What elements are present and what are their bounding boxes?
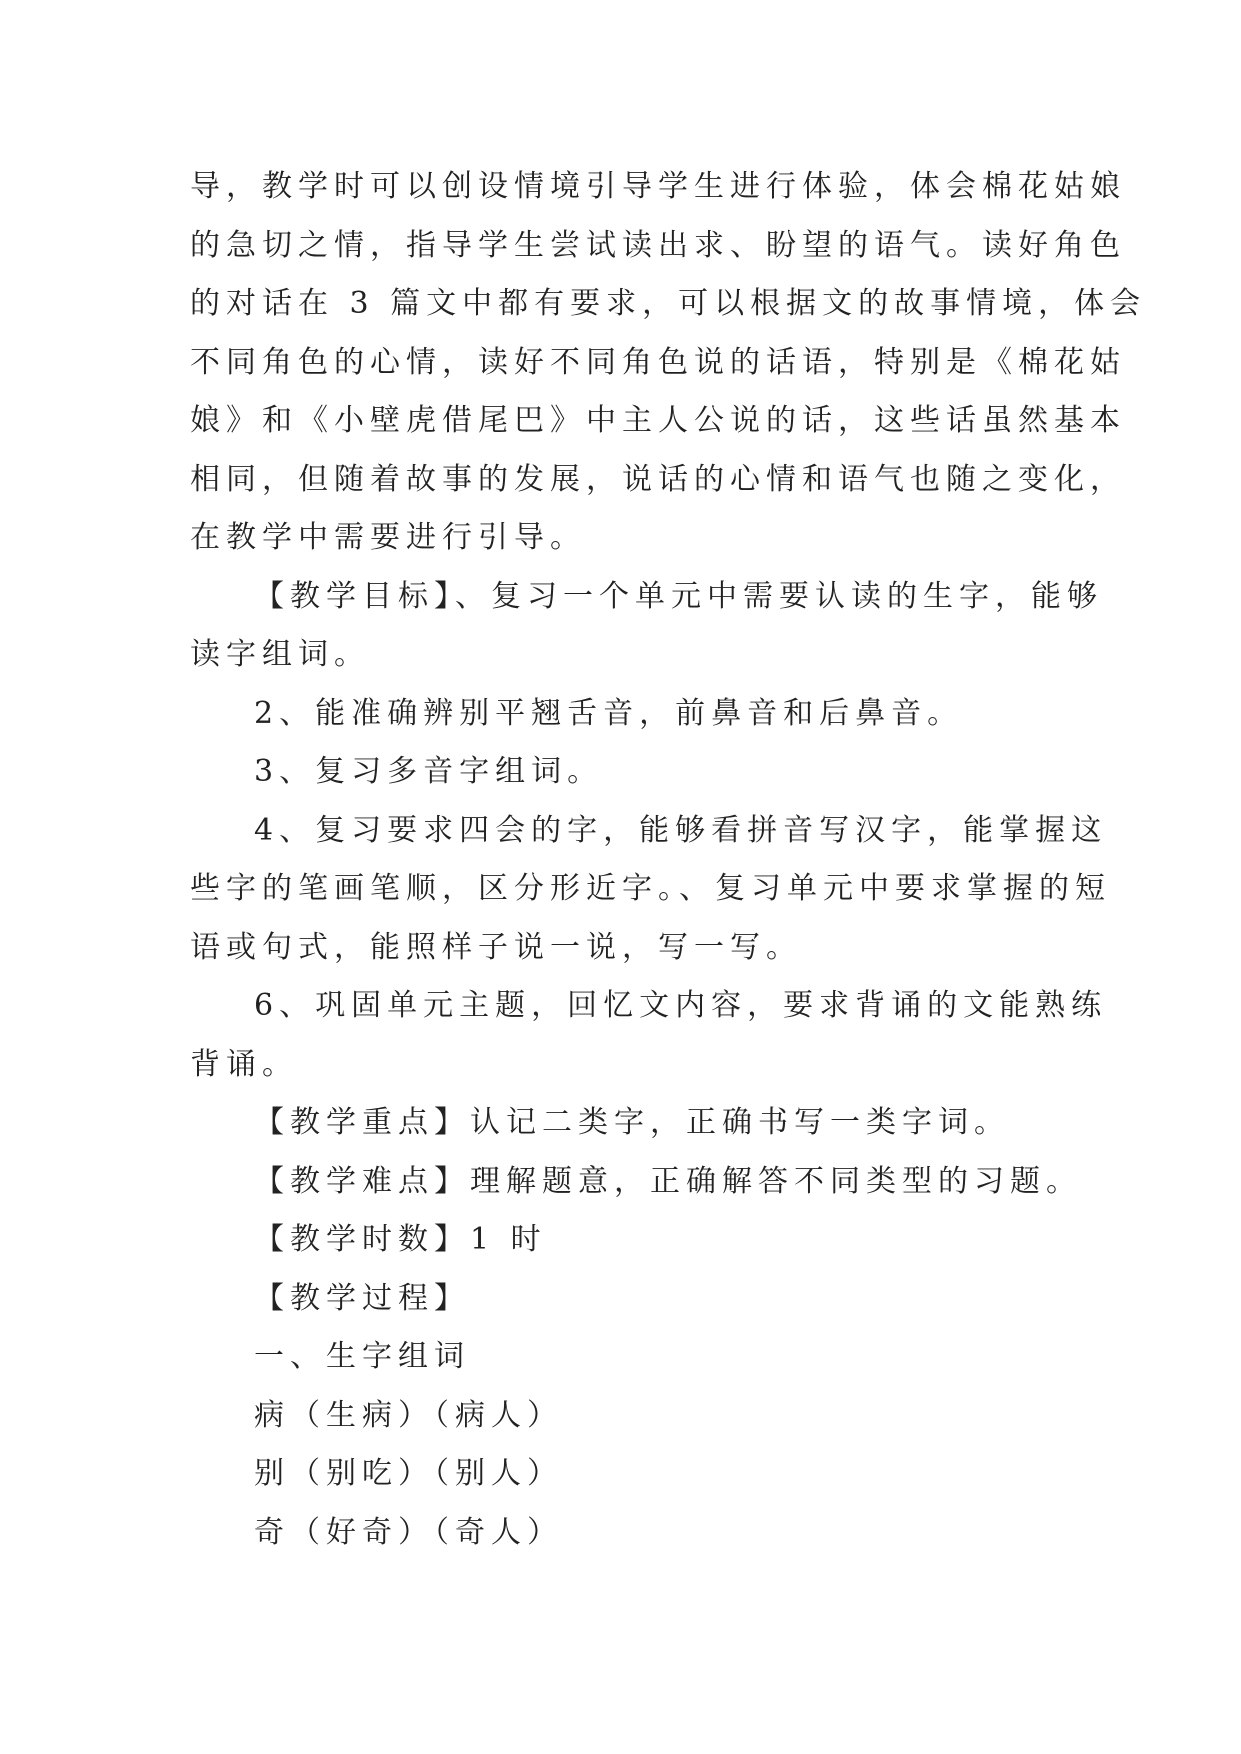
paragraph-line: 相同，但随着故事的发展，说话的心情和语气也随之变化，: [190, 461, 1126, 497]
goal-item-2: 2、能准确辨别平翘舌音，前鼻音和后鼻音。: [254, 695, 964, 731]
paragraph-line: 在教学中需要进行引导。: [190, 520, 586, 555]
goal-item-4-continued: 语或句式，能照样子说一说，写一写。: [190, 929, 802, 965]
teaching-focus: 【教学重点】认记二类字，正确书写一类字词。: [254, 1105, 1010, 1140]
section-heading: 一、生字组词: [254, 1339, 470, 1374]
word-group-item: 奇（好奇）（奇人）: [254, 1514, 563, 1550]
goal-item-6: 6、巩固单元主题，回忆文内容，要求背诵的文能熟练: [254, 988, 1108, 1023]
teaching-hours: 【教学时数】1 时: [254, 1222, 547, 1257]
teaching-goals-line: 【教学目标】、复习一个单元中需要认读的生字，能够: [254, 578, 1103, 614]
paragraph-line: 娘》和《小壁虎借尾巴》中主人公说的话，这些话虽然基本: [190, 403, 1126, 438]
paragraph-line: 导，教学时可以创设情境引导学生进行体验，体会棉花姑娘: [190, 169, 1126, 204]
teaching-difficulty: 【教学难点】理解题意，正确解答不同类型的习题。: [254, 1163, 1082, 1199]
teaching-process-heading: 【教学过程】: [254, 1280, 470, 1316]
goal-item-3: 3、复习多音字组词。: [254, 754, 604, 789]
goal-item-4: 4、复习要求四会的字，能够看拼音写汉字，能掌握这: [254, 812, 1108, 848]
goal-item-6-continued: 背诵。: [190, 1046, 298, 1082]
word-group-item: 病（生病）（病人）: [254, 1397, 563, 1433]
document-body: [190, 158, 1147, 1562]
goal-item-4-continued: 些字的笔画笔顺，区分形近字。、复习单元中要求掌握的短: [190, 871, 1111, 906]
paragraph-line: 的急切之情，指导学生尝试读出求、盼望的语气。读好角色: [190, 227, 1126, 263]
paragraph-line: 不同角色的心情，读好不同角色说的话语，特别是《棉花姑: [190, 344, 1126, 380]
teaching-goals-line: 读字组词。: [190, 637, 370, 672]
word-group-item: 别（别吃）（别人）: [254, 1456, 563, 1491]
paragraph-line: 的对话在 3 篇文中都有要求，可以根据文的故事情境，体会: [190, 286, 1147, 321]
